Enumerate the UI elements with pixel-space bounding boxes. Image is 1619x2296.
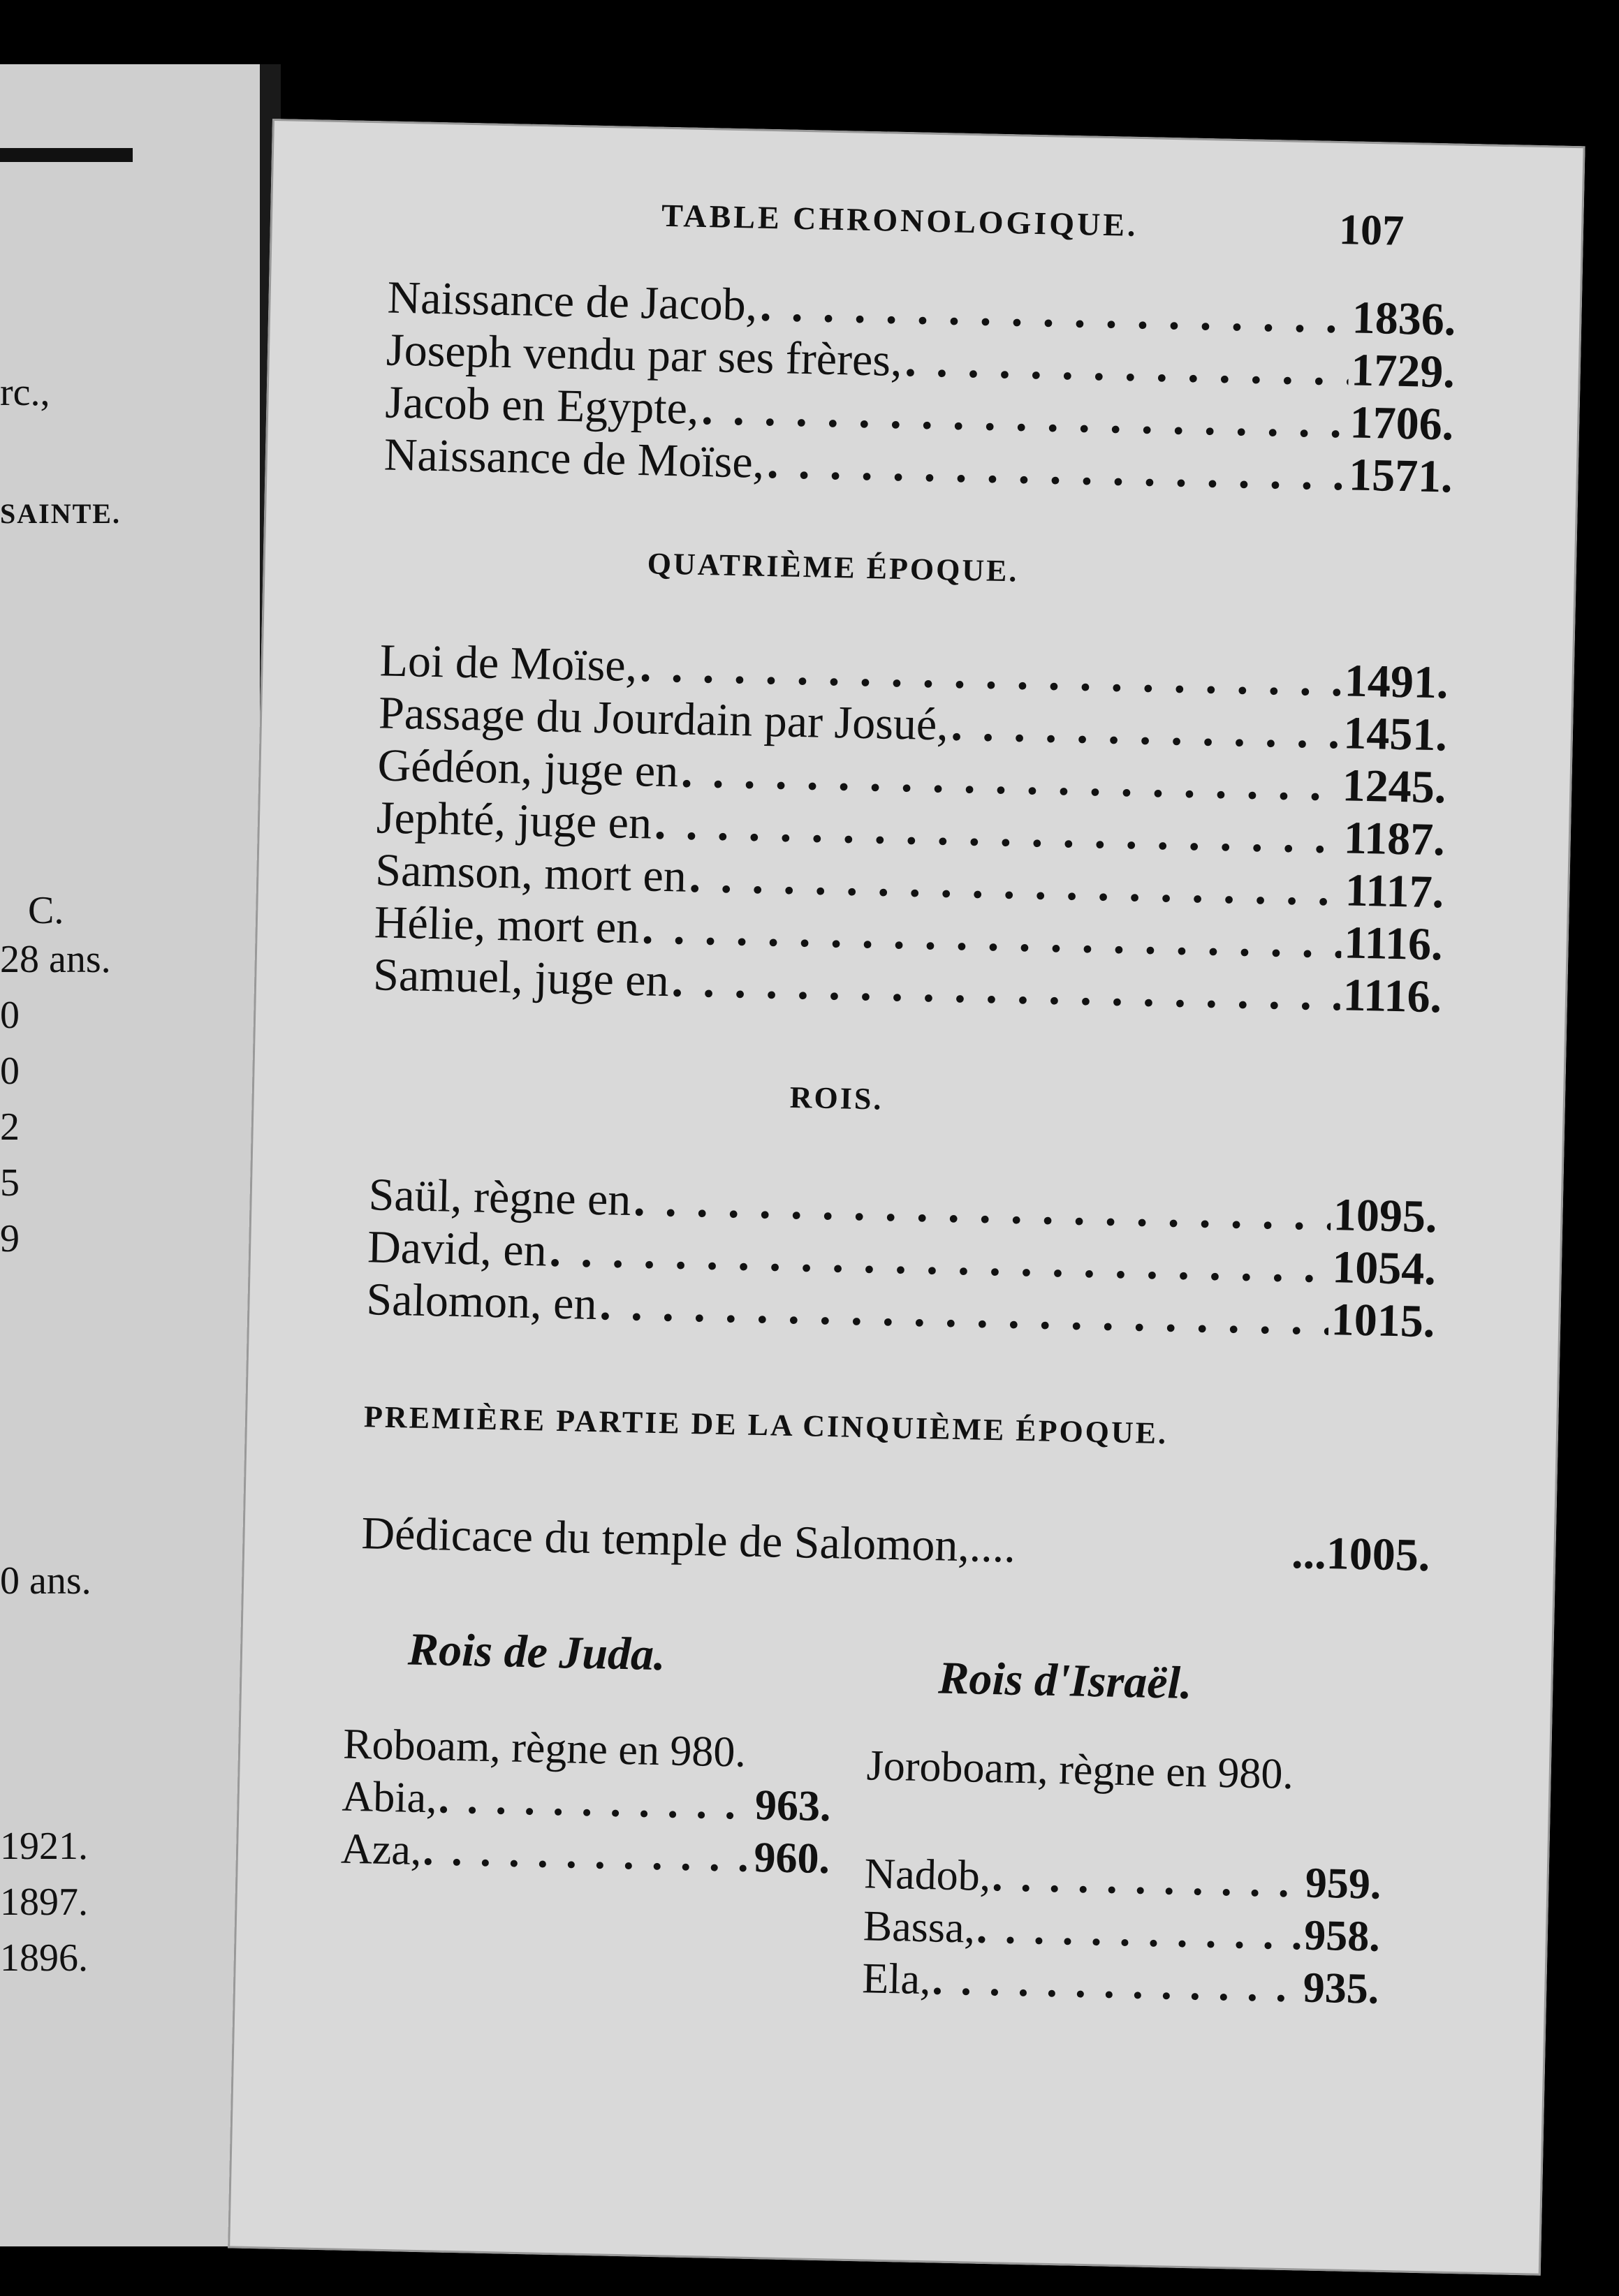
entry-label: Nadob, bbox=[863, 1850, 992, 1901]
left-line: 0 bbox=[0, 1050, 20, 1093]
entry-label: Saül, règne en bbox=[367, 1169, 632, 1226]
entry-label: Abia, bbox=[341, 1772, 438, 1823]
book-page bbox=[228, 119, 1585, 2276]
entry-year: 1187. bbox=[1343, 812, 1446, 866]
leader-dots bbox=[932, 1955, 1303, 2012]
israel-entry bbox=[862, 1954, 1379, 2015]
leader-dots bbox=[992, 1852, 1305, 1908]
column-heading-juda: Rois de Juda. bbox=[407, 1624, 666, 1681]
entry-year: 1571. bbox=[1348, 449, 1453, 503]
entry-label: Loi de Moïse, bbox=[379, 635, 638, 692]
entry-year: 963. bbox=[754, 1781, 832, 1831]
entry-year: ...1005. bbox=[1291, 1527, 1431, 1582]
left-line: 2 bbox=[0, 1105, 20, 1149]
entry-label: Naissance de Moïse, bbox=[383, 429, 765, 488]
leader-dots bbox=[766, 436, 1347, 501]
left-page-rule bbox=[0, 148, 133, 162]
juda-entry bbox=[340, 1825, 830, 1885]
entry-year: 1095. bbox=[1333, 1189, 1438, 1243]
section-title: PREMIÈRE PARTIE DE LA CINQUIÈME ÉPOQUE. bbox=[363, 1399, 1169, 1451]
israel-entry bbox=[866, 1741, 1384, 1802]
israel-entry bbox=[864, 1849, 1382, 1910]
chronology-entry bbox=[361, 1507, 1430, 1581]
entry-label: Ela, bbox=[861, 1955, 932, 2004]
juda-entry bbox=[343, 1720, 833, 1781]
entry-year: 1729. bbox=[1350, 344, 1456, 398]
entry-label: Passage du Jourdain par Josué, bbox=[378, 687, 949, 751]
entry-label: David, en bbox=[367, 1221, 548, 1276]
entry-year: 958. bbox=[1303, 1911, 1381, 1961]
entry-year: 1117. bbox=[1345, 864, 1444, 918]
left-line: 9 bbox=[0, 1217, 20, 1260]
leader-dots bbox=[976, 1904, 1303, 1961]
leader-dots bbox=[423, 1826, 754, 1883]
juda-entry bbox=[342, 1772, 831, 1833]
entry-label: Samson, mort en bbox=[374, 844, 687, 902]
left-line: rc., bbox=[0, 371, 50, 414]
entry-label: Salomon, en bbox=[365, 1274, 598, 1330]
israel-entry bbox=[863, 1901, 1380, 1962]
left-line: SAINTE. bbox=[0, 498, 121, 529]
leader-dots bbox=[951, 699, 1341, 760]
leader-dots bbox=[438, 1774, 754, 1830]
entry-label: Samuel, juge en bbox=[372, 949, 670, 1007]
entry-label: Roboam, règne en 980. bbox=[342, 1720, 747, 1776]
page-number: 107 bbox=[1338, 206, 1405, 255]
entry-year: 1451. bbox=[1342, 707, 1448, 761]
entry-year: 1245. bbox=[1342, 760, 1447, 814]
section-title: ROIS. bbox=[789, 1080, 884, 1117]
left-page-fragment bbox=[0, 64, 260, 2246]
left-line: 0 ans. bbox=[0, 1559, 91, 1603]
entry-year: 960. bbox=[753, 1833, 830, 1883]
entry-label: Bassa, bbox=[863, 1902, 976, 1952]
entry-label: Gédéon, juge en bbox=[376, 739, 680, 797]
left-line: 0 bbox=[0, 994, 20, 1037]
entry-label: Naissance de Jacob, bbox=[386, 272, 758, 331]
section-title: QUATRIÈME ÉPOQUE. bbox=[647, 546, 1019, 589]
entry-label: Joseph vendu par ses frères, bbox=[386, 324, 903, 386]
scan-border bbox=[1585, 112, 1619, 2262]
left-line: 1921. bbox=[0, 1825, 88, 1868]
entry-label: Jephté, juge en bbox=[376, 792, 652, 849]
entry-year: 1706. bbox=[1349, 397, 1454, 450]
left-line: C. bbox=[28, 889, 64, 932]
entry-label: Hélie, mort en bbox=[374, 897, 640, 954]
entry-year: 1015. bbox=[1331, 1294, 1436, 1348]
entry-label: Aza, bbox=[340, 1825, 423, 1875]
left-line: 1897. bbox=[0, 1881, 88, 1924]
left-line: 28 ans. bbox=[0, 938, 111, 981]
left-line: 5 bbox=[0, 1161, 20, 1205]
entry-year: 1116. bbox=[1342, 969, 1442, 1023]
entry-year: 1836. bbox=[1351, 292, 1457, 346]
entry-label: Joroboam, règne en 980. bbox=[866, 1742, 1294, 1799]
entry-label: Dédicace du temple de Salomon,.... bbox=[360, 1508, 1016, 1573]
entry-year: 1054. bbox=[1331, 1242, 1437, 1295]
running-head: TABLE CHRONOLOGIQUE. bbox=[661, 197, 1138, 243]
entry-gap bbox=[1015, 1562, 1291, 1568]
entry-year: 959. bbox=[1305, 1859, 1382, 1908]
entry-year: 1491. bbox=[1344, 655, 1449, 709]
leader-dots bbox=[904, 334, 1349, 397]
left-line: 1896. bbox=[0, 1936, 88, 1980]
column-heading-israel: Rois d'Israël. bbox=[937, 1652, 1193, 1709]
entry-year: 935. bbox=[1303, 1964, 1379, 2013]
entry-label: Jacob en Egypte, bbox=[384, 376, 700, 434]
entry-year: 1116. bbox=[1343, 917, 1444, 971]
